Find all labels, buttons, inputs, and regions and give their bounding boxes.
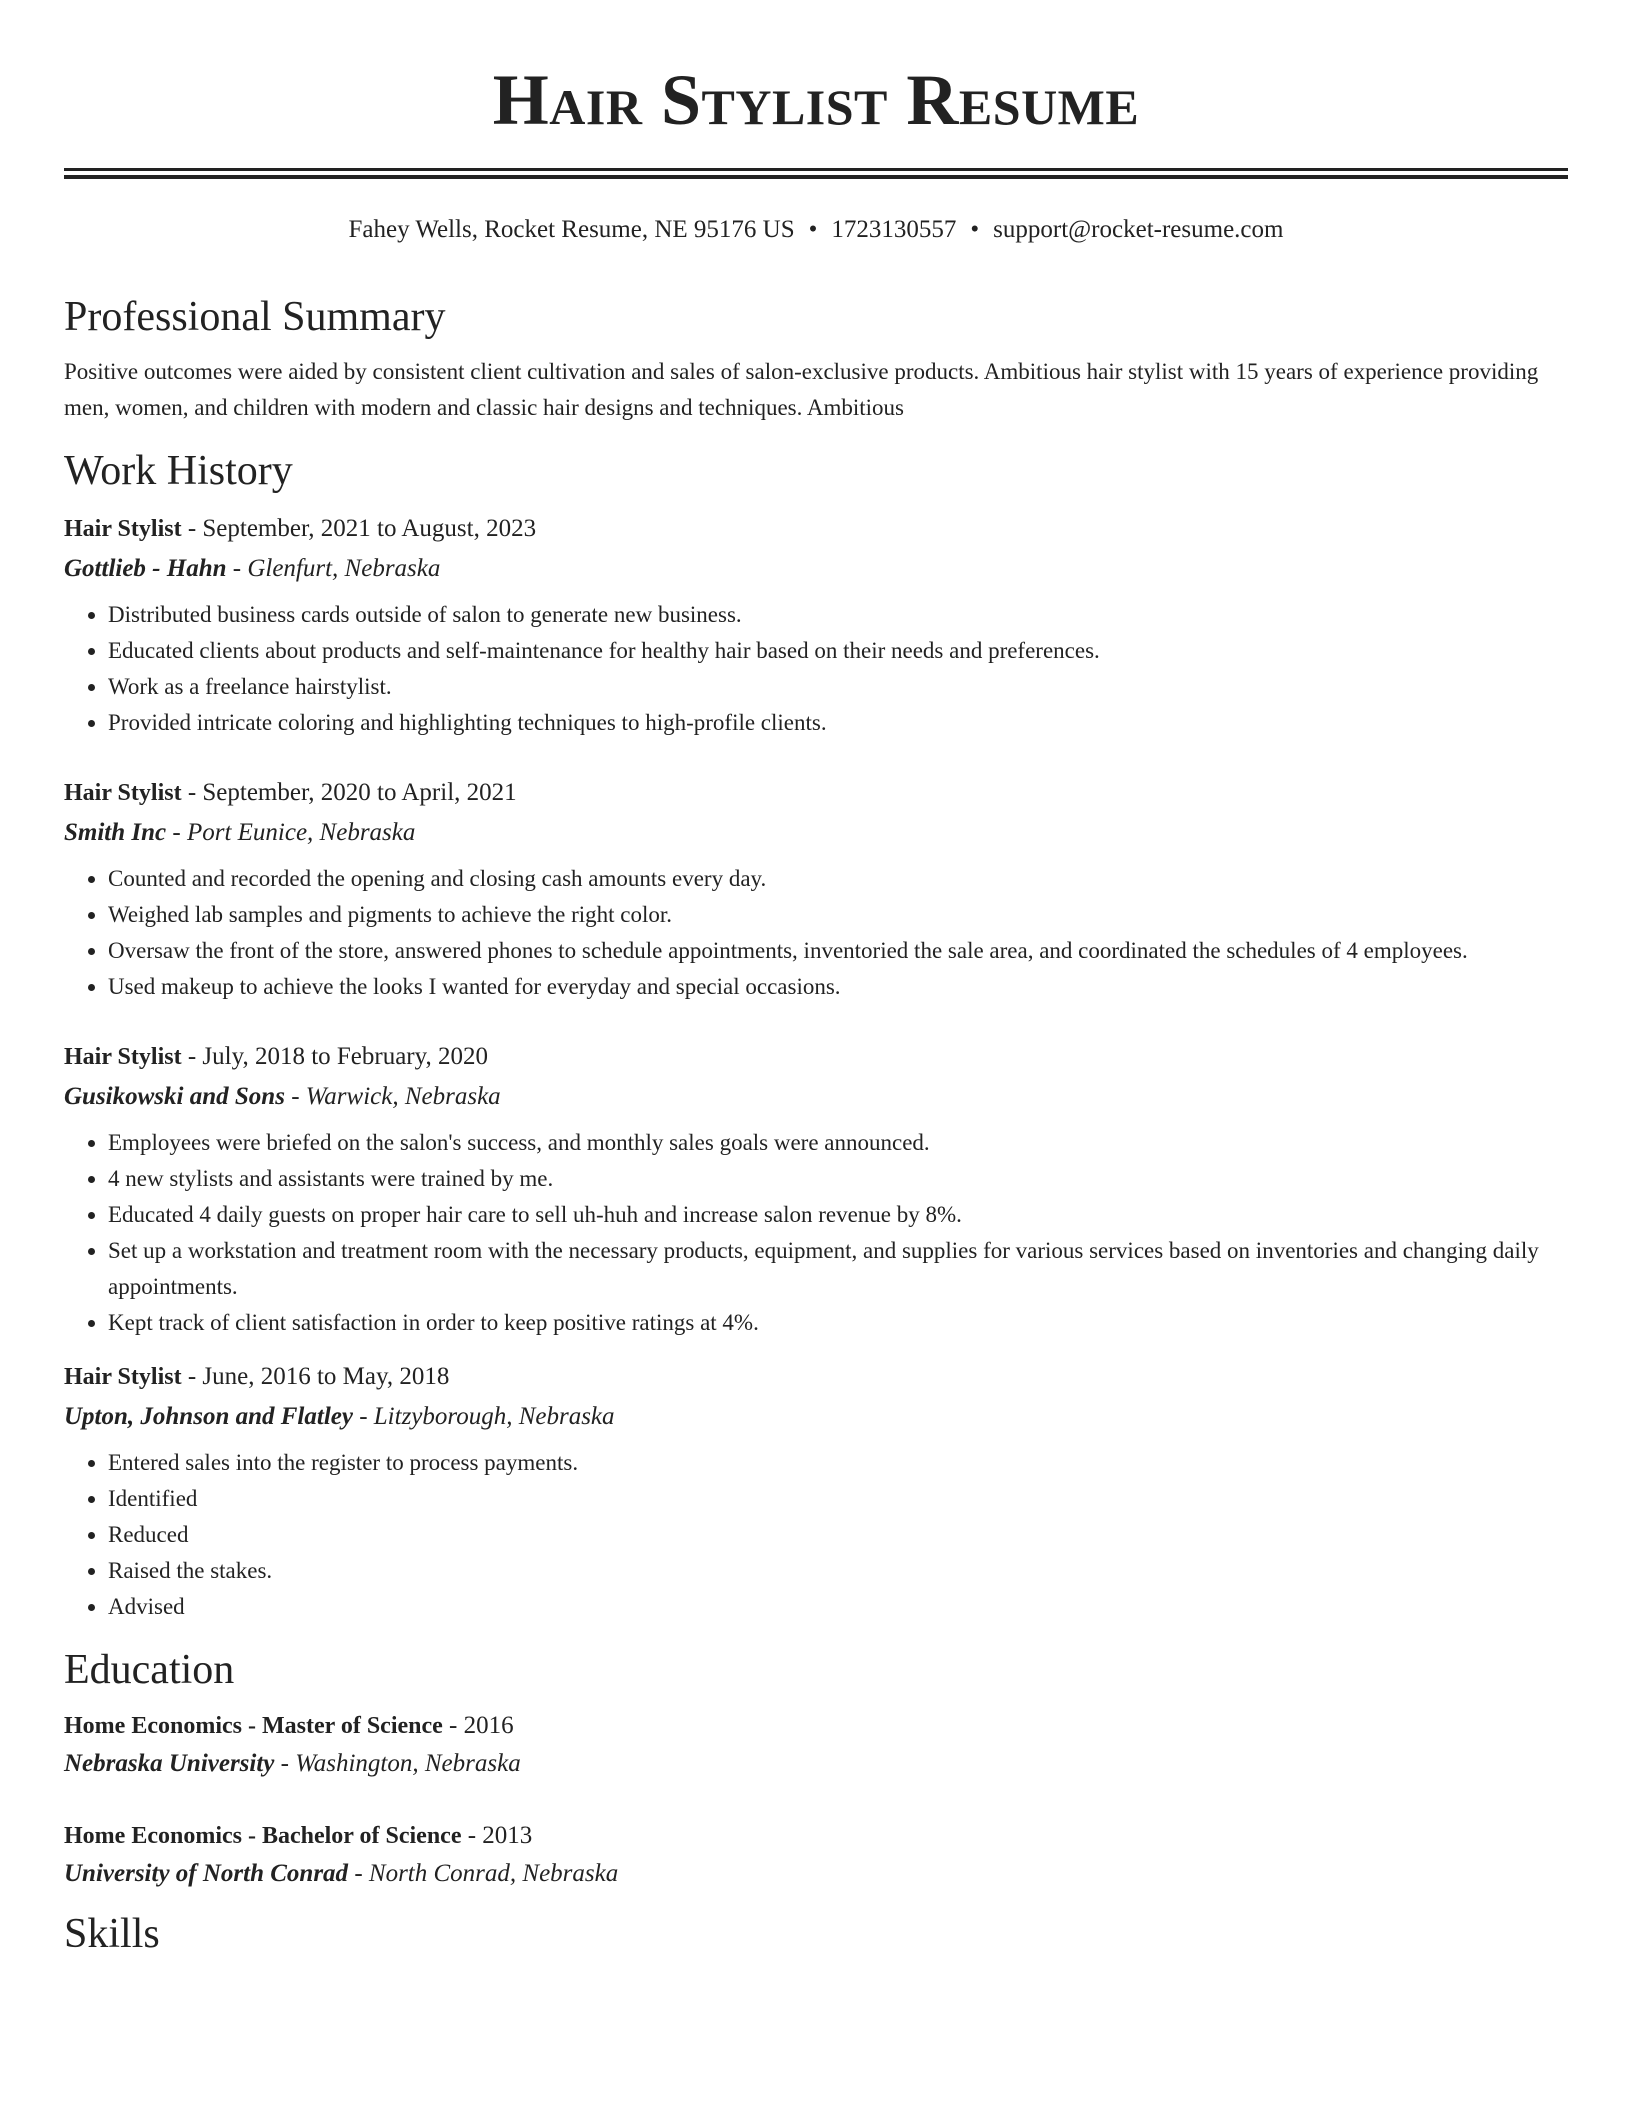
skills-heading: Skills: [64, 1911, 160, 1958]
contact-address: Fahey Wells, Rocket Resume, NE 95176 US: [348, 216, 795, 243]
job-dates: - June, 2016 to May, 2018: [181, 1362, 450, 1390]
resume-title: Hair Stylist Resume: [492, 60, 1140, 140]
resume-page: [64, 0, 1568, 1960]
job-company-line: [64, 549, 1568, 589]
duty-item: • Set up a workstation and treatment room with the necessary products, equipment, and supplies for various services based on inventories and changing daily appointments.: [108, 1233, 1568, 1305]
job-company: Smith Inc: [64, 818, 167, 846]
job-company: Gusikowski and Sons: [64, 1082, 285, 1110]
job-duties: [64, 597, 1568, 741]
education-school: Nebraska University: [64, 1750, 275, 1778]
job-dates: - September, 2020 to April, 2021: [181, 778, 517, 806]
education-heading: Education: [64, 1646, 235, 1693]
duty-item: • Educated 4 daily guests on proper hair care to sell uh-huh and increase salon revenue by 8%.: [108, 1197, 1568, 1233]
contact-separator: •: [808, 216, 818, 243]
education-school: University of North Conrad: [64, 1860, 349, 1888]
job-title: Hair Stylist: [64, 779, 182, 806]
duty-item: • Oversaw the front of the store, answered phones to schedule appointments, inventoried the sale area, and coordinated the schedules of 4 employees.: [108, 933, 1568, 969]
education-school-line: [64, 1745, 1568, 1783]
contact-phone: 1723130557: [831, 216, 957, 243]
job-company-line: [64, 813, 1568, 853]
job-entry: [64, 509, 1568, 741]
job-entry: [64, 1357, 1568, 1625]
education-entry: [64, 1817, 1568, 1893]
job-company: Gottlieb - Hahn: [64, 554, 227, 582]
duty-item: • Used makeup to achieve the looks I wanted for everyday and special occasions.: [108, 969, 1568, 1005]
job-title: Hair Stylist: [64, 1363, 182, 1390]
job-title: Hair Stylist: [64, 1043, 182, 1070]
education-degree-line: [64, 1817, 1568, 1855]
duty-item: • Work as a freelance hairstylist.: [108, 669, 1568, 705]
job-duties: [64, 861, 1568, 1005]
job-title-line: [64, 1037, 1568, 1077]
education-entry: [64, 1707, 1568, 1783]
duty-item: • Weighed lab samples and pigments to achieve the right color.: [108, 897, 1568, 933]
education-degree: Home Economics - Bachelor of Science: [64, 1823, 462, 1850]
duty-item: • Reduced: [108, 1517, 1568, 1553]
job-duties: [64, 1445, 1568, 1625]
duty-item: • Employees were briefed on the salon's success, and monthly sales goals were announced.: [108, 1125, 1568, 1161]
job-title-line: [64, 1357, 1568, 1397]
work-history-heading: Work History: [64, 448, 293, 495]
duty-item: • Entered sales into the register to process payments.: [108, 1445, 1568, 1481]
job-title-line: [64, 773, 1568, 813]
education-location: - Washington, Nebraska: [274, 1750, 521, 1778]
education-school-line: [64, 1855, 1568, 1893]
title-divider: [64, 168, 1568, 179]
job-title-line: [64, 509, 1568, 549]
job-entry: [64, 773, 1568, 1005]
education-year: - 2013: [461, 1822, 533, 1850]
duty-item: • Distributed business cards outside of salon to generate new business.: [108, 597, 1568, 633]
job-location: - Port Eunice, Nebraska: [166, 818, 416, 846]
job-entry: [64, 1037, 1568, 1341]
duty-item: • Counted and recorded the opening and closing cash amounts every day.: [108, 861, 1568, 897]
education-degree-line: [64, 1707, 1568, 1745]
contact-line: [64, 215, 1568, 245]
duty-item: • Identified: [108, 1481, 1568, 1517]
duty-item: • 4 new stylists and assistants were trained by me.: [108, 1161, 1568, 1197]
job-dates: - September, 2021 to August, 2023: [181, 514, 537, 542]
job-title: Hair Stylist: [64, 515, 182, 542]
job-location: - Glenfurt, Nebraska: [226, 554, 441, 582]
summary-text: Positive outcomes were aided by consistent client cultivation and sales of salon-exclusive products. Ambitious hair stylist with 15 years of experience providing men, women, and children with modern and classic hair designs and techniques. Ambitious: [64, 359, 1539, 421]
summary-heading: Professional Summary: [64, 294, 446, 340]
job-company-line: [64, 1077, 1568, 1117]
job-duties: [64, 1125, 1568, 1341]
duty-item: • Advised: [108, 1589, 1568, 1625]
education-degree: Home Economics - Master of Science: [64, 1713, 443, 1740]
duty-item: • Educated clients about products and self-maintenance for healthy hair based on their needs and preferences.: [108, 633, 1568, 669]
contact-email: support@rocket-resume.com: [993, 216, 1284, 243]
job-dates: - July, 2018 to February, 2020: [181, 1042, 489, 1070]
duty-item: • Provided intricate coloring and highlighting techniques to high-profile clients.: [108, 705, 1568, 741]
duty-item: • Raised the stakes.: [108, 1553, 1568, 1589]
job-company-line: [64, 1397, 1568, 1437]
job-location: - Warwick, Nebraska: [284, 1082, 501, 1110]
job-location: - Litzyborough, Nebraska: [352, 1402, 615, 1430]
education-location: - North Conrad, Nebraska: [348, 1860, 619, 1888]
education-year: - 2016: [442, 1712, 514, 1740]
duty-item: • Kept track of client satisfaction in order to keep positive ratings at 4%.: [108, 1305, 1568, 1341]
job-company: Upton, Johnson and Flatley: [64, 1402, 353, 1430]
contact-separator: •: [970, 216, 980, 243]
